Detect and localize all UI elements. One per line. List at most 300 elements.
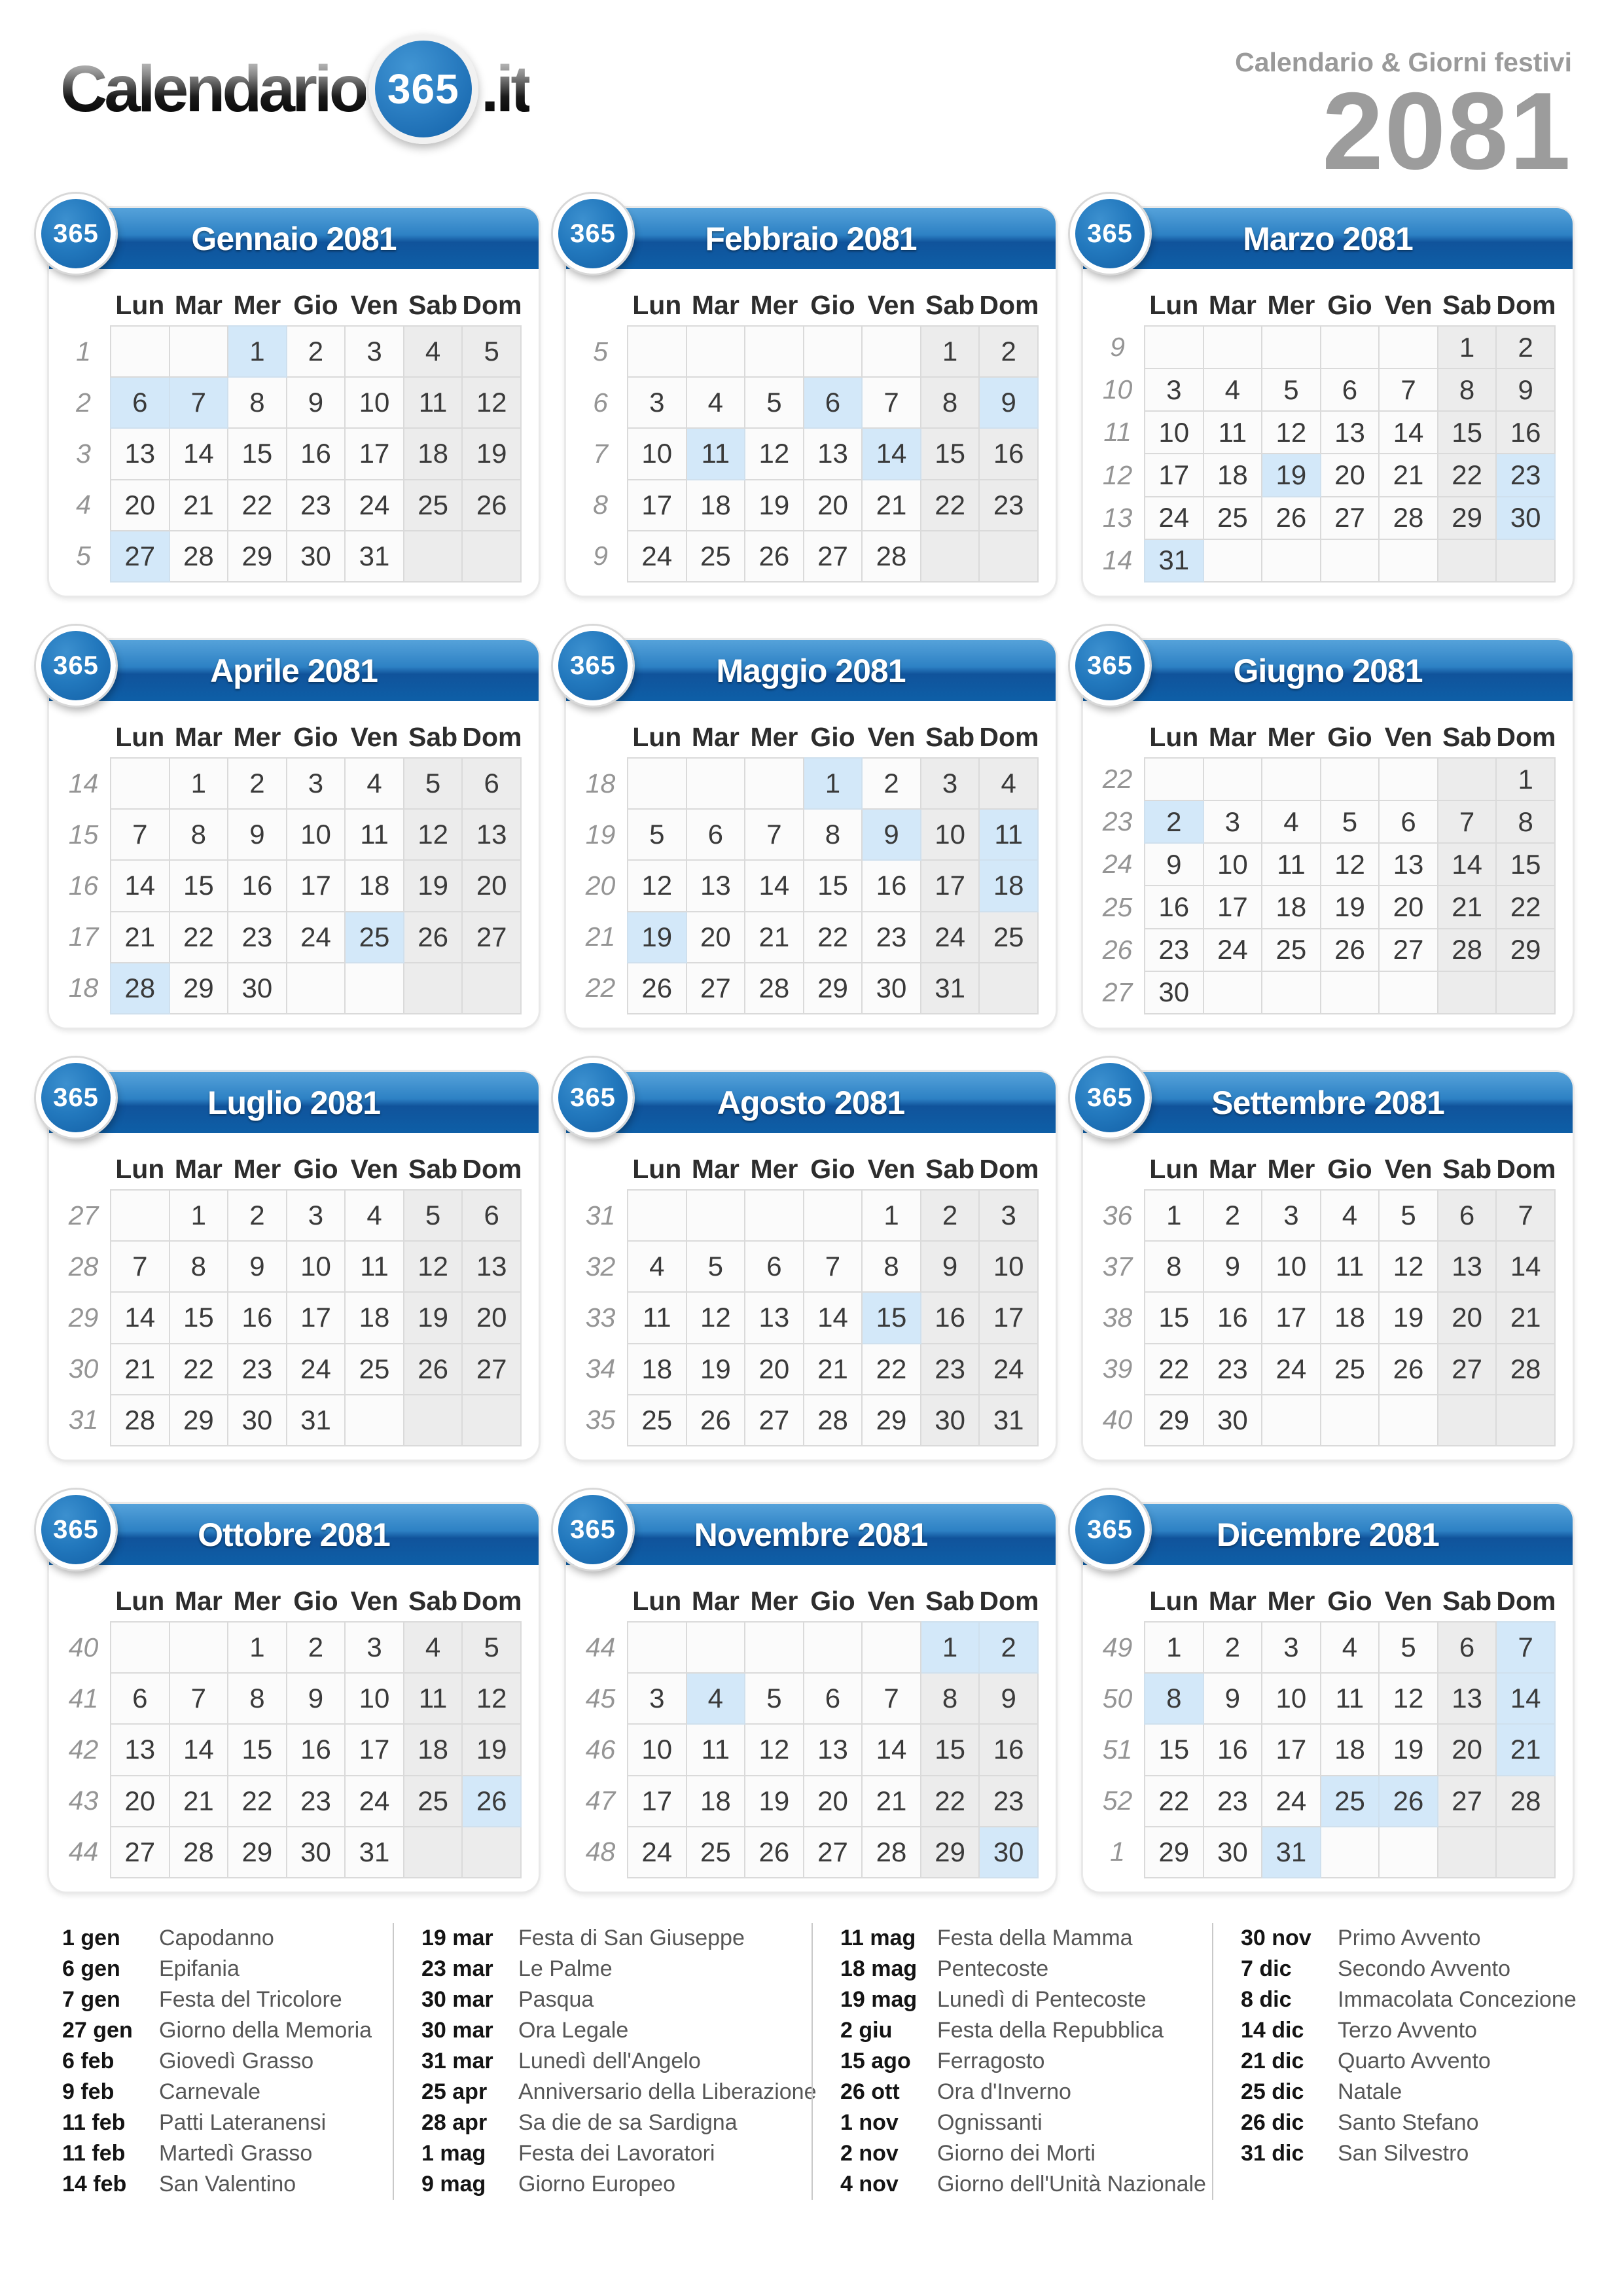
day-cell: 6	[111, 1673, 169, 1724]
badge-365-icon: 365	[36, 194, 116, 274]
day-cell: 30	[287, 531, 346, 582]
weekday-header: Lun	[632, 289, 682, 320]
month-title: Marzo 2081	[1243, 220, 1413, 257]
day-cell: 23	[287, 480, 346, 531]
legend-date: 30 mar	[421, 2018, 493, 2043]
day-cell: 25	[687, 1827, 745, 1878]
day-cell-holiday: 4	[687, 1673, 745, 1724]
day-cell: 12	[404, 1241, 463, 1292]
day-cell: 26	[462, 480, 521, 531]
day-cell: 18	[345, 1292, 404, 1343]
day-cell: 9	[228, 1241, 287, 1292]
day-cell: 16	[862, 860, 921, 911]
week-number: 20	[585, 870, 616, 901]
weekday-header: Mer	[1267, 721, 1315, 752]
week-number: 22	[1102, 764, 1133, 795]
day-cell: 30	[862, 963, 921, 1014]
weekday-header: Gio	[1327, 289, 1372, 320]
day-cell: 26	[1321, 929, 1380, 971]
day-cell: 26	[745, 1827, 804, 1878]
legend-date: 26 dic	[1241, 2110, 1304, 2135]
day-cell-holiday: 1	[804, 758, 863, 809]
day-cell: 20	[111, 1776, 169, 1827]
day-cell: 29	[1496, 929, 1555, 971]
week-number: 46	[585, 1734, 616, 1765]
legend-item	[421, 2015, 812, 2046]
day-cell-empty	[745, 1190, 804, 1241]
legend-holiday-name: Ognissanti	[937, 2110, 1043, 2135]
weekday-header: Gio	[293, 1153, 338, 1184]
day-cell: 7	[862, 377, 921, 428]
day-cell: 3	[1204, 800, 1262, 843]
week-number: 40	[68, 1632, 99, 1662]
day-cell-empty	[111, 1190, 169, 1241]
day-cell-empty	[628, 758, 687, 809]
day-cell: 6	[462, 1190, 521, 1241]
day-cell: 20	[111, 480, 169, 531]
weekday-header: Gio	[1327, 721, 1372, 752]
day-cell-empty	[628, 1190, 687, 1241]
weekday-header: Gio	[1327, 1153, 1372, 1184]
weekday-header: Sab	[925, 1585, 975, 1616]
weekday-header: Mar	[174, 1585, 223, 1616]
weekday-header: Mer	[750, 1153, 798, 1184]
day-cell: 18	[628, 1344, 687, 1395]
day-cell: 28	[169, 1827, 228, 1878]
legend-date: 15 ago	[840, 2049, 911, 2073]
legend-holiday-name: Giorno dell'Unità Nazionale	[937, 2172, 1206, 2197]
day-cell: 25	[1321, 1344, 1380, 1395]
weekday-header: Gio	[1327, 1585, 1372, 1616]
day-cell: 4	[687, 377, 745, 428]
day-cell: 16	[1496, 411, 1555, 454]
day-cell: 7	[1496, 1190, 1555, 1241]
day-cell: 5	[1321, 800, 1380, 843]
week-number: 18	[68, 973, 99, 1003]
day-cell: 10	[345, 377, 404, 428]
week-column-spacer	[57, 1149, 111, 1190]
week-number: 5	[76, 541, 91, 571]
legend-holiday-name: Festa dei Lavoratori	[518, 2141, 715, 2166]
weekday-header: Gio	[810, 1585, 855, 1616]
weekday-header: Ven	[350, 1153, 399, 1184]
week-number: 44	[585, 1632, 616, 1662]
page-subtitle: Calendario & Giorni festivi	[1235, 47, 1572, 77]
weekday-header: Ven	[1384, 1153, 1433, 1184]
month-card	[49, 1072, 539, 1460]
day-cell: 4	[979, 758, 1038, 809]
month-body	[49, 1565, 539, 1892]
month-body	[1083, 269, 1573, 596]
day-cell-empty	[1321, 1395, 1380, 1446]
day-cell: 9	[921, 1241, 980, 1292]
legend-column	[1212, 1923, 1577, 2200]
day-cell: 10	[345, 1673, 404, 1724]
day-cell: 19	[404, 1292, 463, 1343]
legend-item	[421, 2108, 812, 2138]
day-cell: 2	[228, 1190, 287, 1241]
day-cell: 31	[979, 1395, 1038, 1446]
day-cell: 27	[1321, 497, 1380, 539]
day-cell: 17	[345, 1724, 404, 1775]
legend-holiday-name: San Silvestro	[1338, 2141, 1469, 2166]
weekday-header: Lun	[1149, 1585, 1199, 1616]
day-cell-empty	[1204, 326, 1262, 368]
day-cell: 3	[287, 1190, 346, 1241]
day-cell: 21	[111, 912, 169, 963]
day-cell: 28	[169, 531, 228, 582]
day-cell: 4	[1321, 1190, 1380, 1241]
day-cell: 29	[169, 963, 228, 1014]
day-cell: 7	[111, 1241, 169, 1292]
day-cell: 26	[745, 531, 804, 582]
day-cell: 15	[169, 860, 228, 911]
day-cell: 22	[228, 1776, 287, 1827]
day-cell-holiday: 31	[1262, 1827, 1321, 1878]
weekday-header: Gio	[293, 1585, 338, 1616]
day-cell: 24	[287, 912, 346, 963]
day-cell-empty	[1262, 539, 1321, 582]
legend-item	[421, 2138, 812, 2169]
legend-date: 14 dic	[1241, 2018, 1304, 2043]
day-cell: 20	[462, 1292, 521, 1343]
legend-column	[62, 1923, 393, 2200]
legend-holiday-name: Sa die de sa Sardigna	[518, 2110, 738, 2135]
day-cell: 10	[1262, 1241, 1321, 1292]
day-cell: 12	[462, 1673, 521, 1724]
day-cell: 23	[228, 912, 287, 963]
week-number: 16	[68, 870, 99, 901]
day-cell: 24	[345, 1776, 404, 1827]
day-cell: 15	[804, 860, 863, 911]
weekday-header: Ven	[350, 289, 399, 320]
month-header	[1083, 1504, 1573, 1565]
day-cell: 3	[628, 1673, 687, 1724]
day-cell-holiday: 14	[862, 428, 921, 479]
day-cell-empty	[1496, 1827, 1555, 1878]
legend-holiday-name: Lunedì dell'Angelo	[518, 2049, 701, 2073]
day-cell: 10	[979, 1241, 1038, 1292]
day-cell: 24	[979, 1344, 1038, 1395]
day-cell: 29	[228, 1827, 287, 1878]
day-cell: 8	[169, 1241, 228, 1292]
weekday-header: Sab	[925, 721, 975, 752]
day-cell: 2	[287, 1622, 346, 1673]
weekday-header: Dom	[979, 1585, 1039, 1616]
day-cell: 13	[687, 860, 745, 911]
legend-date: 26 ott	[840, 2079, 900, 2104]
day-cell: 30	[228, 963, 287, 1014]
day-cell: 20	[1438, 1724, 1497, 1775]
legend-date: 7 gen	[62, 1987, 120, 2012]
month-card	[1083, 640, 1573, 1028]
day-cell: 18	[1204, 454, 1262, 496]
legend-date: 9 feb	[62, 2079, 115, 2104]
day-cell: 6	[1321, 368, 1380, 411]
day-cell: 3	[921, 758, 980, 809]
day-cell-empty	[169, 1622, 228, 1673]
day-cell: 4	[345, 1190, 404, 1241]
week-number: 19	[585, 819, 616, 850]
day-cell: 30	[921, 1395, 980, 1446]
month-card	[49, 1504, 539, 1892]
day-cell: 21	[1496, 1292, 1555, 1343]
day-cell: 25	[687, 531, 745, 582]
day-cell: 6	[1438, 1190, 1497, 1241]
legend-item	[421, 1984, 812, 2015]
month-title: Aprile 2081	[210, 652, 378, 689]
day-cell: 5	[462, 1622, 521, 1673]
weekday-header: Mer	[750, 721, 798, 752]
week-column-spacer	[574, 1149, 628, 1190]
day-cell: 24	[1262, 1344, 1321, 1395]
legend-item	[1241, 2046, 1565, 2077]
day-cell: 27	[804, 531, 863, 582]
week-number: 14	[1102, 545, 1133, 575]
day-cell-empty	[1496, 971, 1555, 1014]
legend-date: 6 feb	[62, 2049, 115, 2073]
day-cell-empty	[111, 1622, 169, 1673]
weekday-header: Ven	[867, 721, 916, 752]
month-header	[1083, 640, 1573, 701]
day-cell: 27	[462, 1344, 521, 1395]
day-cell: 9	[1204, 1241, 1262, 1292]
day-cell-empty	[1321, 1827, 1380, 1878]
day-cell: 21	[862, 480, 921, 531]
day-cell: 7	[1438, 800, 1497, 843]
day-cell-empty	[804, 326, 863, 377]
day-cell-empty	[1438, 539, 1497, 582]
week-column-spacer	[1091, 1581, 1145, 1622]
day-cell: 5	[1262, 368, 1321, 411]
weekday-header: Gio	[293, 721, 338, 752]
legend-holiday-name: Giorno dei Morti	[937, 2141, 1096, 2166]
legend-item	[62, 2015, 393, 2046]
day-cell: 3	[1262, 1190, 1321, 1241]
legend-date: 30 nov	[1241, 1926, 1311, 1950]
day-cell: 11	[345, 809, 404, 860]
legend-date: 1 mag	[421, 2141, 486, 2166]
day-cell: 30	[287, 1827, 346, 1878]
day-cell: 22	[862, 1344, 921, 1395]
day-cell: 13	[111, 1724, 169, 1775]
day-cell: 3	[979, 1190, 1038, 1241]
day-cell: 23	[228, 1344, 287, 1395]
week-number: 24	[1102, 849, 1133, 880]
day-cell: 8	[804, 809, 863, 860]
day-cell: 10	[1145, 411, 1204, 454]
weekday-header: Sab	[408, 721, 458, 752]
weekday-header: Lun	[1149, 1153, 1199, 1184]
month-title: Ottobre 2081	[198, 1516, 390, 1553]
legend-date: 19 mar	[421, 1926, 493, 1950]
day-cell: 25	[345, 1344, 404, 1395]
month-card	[566, 1072, 1056, 1460]
day-cell: 8	[921, 377, 980, 428]
day-cell: 18	[687, 1776, 745, 1827]
legend-item	[62, 2077, 393, 2108]
day-cell: 6	[1438, 1622, 1497, 1673]
day-cell-empty	[1438, 758, 1497, 800]
badge-365-icon: 365	[1070, 1490, 1150, 1570]
day-cell-empty	[1379, 326, 1438, 368]
month-card	[1083, 1504, 1573, 1892]
day-cell-empty	[628, 326, 687, 377]
legend-date: 25 dic	[1241, 2079, 1304, 2104]
legend-holiday-name: Festa del Tricolore	[159, 1987, 342, 2012]
week-number: 51	[1102, 1734, 1133, 1765]
legend-item	[421, 1923, 812, 1954]
day-cell: 3	[345, 1622, 404, 1673]
week-number: 48	[585, 1837, 616, 1867]
legend-holiday-name: Immacolata Concezione	[1338, 1987, 1577, 2012]
weekday-header: Mer	[233, 1585, 281, 1616]
day-cell-empty	[404, 963, 463, 1014]
day-cell: 21	[1438, 886, 1497, 928]
day-cell: 26	[1379, 1344, 1438, 1395]
day-cell: 21	[862, 1776, 921, 1827]
week-number: 9	[593, 541, 608, 571]
month-card	[1083, 208, 1573, 596]
weekday-header: Sab	[1442, 721, 1492, 752]
day-cell: 30	[228, 1395, 287, 1446]
day-cell: 27	[687, 963, 745, 1014]
day-cell-empty	[745, 326, 804, 377]
day-cell: 13	[462, 1241, 521, 1292]
day-cell: 11	[628, 1292, 687, 1343]
day-cell: 14	[1438, 843, 1497, 886]
day-cell: 23	[862, 912, 921, 963]
legend-item	[840, 2138, 1212, 2169]
month-card	[49, 640, 539, 1028]
day-cell: 1	[1145, 1190, 1204, 1241]
day-cell: 29	[862, 1395, 921, 1446]
day-cell: 1	[1438, 326, 1497, 368]
legend-holiday-name: Lunedì di Pentecoste	[937, 1987, 1147, 2012]
day-cell: 19	[1321, 886, 1380, 928]
legend-item	[840, 2077, 1212, 2108]
day-cell: 23	[979, 1776, 1038, 1827]
week-number: 45	[585, 1683, 616, 1713]
day-cell: 5	[1379, 1622, 1438, 1673]
week-number: 25	[1102, 891, 1133, 922]
month-card	[566, 208, 1056, 596]
day-cell: 9	[1204, 1673, 1262, 1724]
week-number: 39	[1102, 1354, 1133, 1384]
badge-365-icon: 365	[553, 1490, 633, 1570]
month-header	[49, 640, 539, 701]
legend-holiday-name: Ferragosto	[937, 2049, 1045, 2073]
legend-date: 1 nov	[840, 2110, 899, 2135]
day-cell-empty	[1438, 1827, 1497, 1878]
day-cell: 14	[745, 860, 804, 911]
week-number: 10	[1102, 374, 1133, 405]
day-cell: 2	[287, 326, 346, 377]
day-cell: 1	[228, 1622, 287, 1673]
month-body	[49, 1133, 539, 1460]
day-cell-holiday: 6	[804, 377, 863, 428]
weekday-header: Sab	[1442, 1585, 1492, 1616]
day-cell: 24	[1145, 497, 1204, 539]
day-cell: 19	[745, 1776, 804, 1827]
day-cell-empty	[921, 531, 980, 582]
day-cell-empty	[169, 326, 228, 377]
day-cell: 21	[111, 1344, 169, 1395]
day-cell: 28	[1379, 497, 1438, 539]
day-cell: 23	[979, 480, 1038, 531]
day-cell-empty	[1438, 971, 1497, 1014]
day-cell-empty	[804, 1622, 863, 1673]
day-cell-empty	[1379, 1395, 1438, 1446]
legend-holiday-name: Natale	[1338, 2079, 1402, 2104]
day-cell: 19	[462, 1724, 521, 1775]
week-number: 23	[1102, 806, 1133, 837]
legend-item	[62, 1923, 393, 1954]
weekday-header: Gio	[293, 289, 338, 320]
month-card	[49, 208, 539, 596]
day-cell: 21	[745, 912, 804, 963]
day-cell-empty	[287, 963, 346, 1014]
legend-holiday-name: Carnevale	[159, 2079, 260, 2104]
day-cell: 27	[1379, 929, 1438, 971]
legend-holiday-name: Giorno della Memoria	[159, 2018, 372, 2043]
day-cell: 13	[1321, 411, 1380, 454]
day-cell: 14	[111, 1292, 169, 1343]
legend-date: 23 mar	[421, 1956, 493, 1981]
logo-text-calendario: Calendario	[60, 52, 366, 126]
legend-date: 11 feb	[62, 2141, 126, 2166]
day-cell-holiday: 9	[979, 377, 1038, 428]
day-cell: 16	[979, 428, 1038, 479]
day-cell-holiday: 30	[1496, 497, 1555, 539]
day-cell-holiday: 15	[862, 1292, 921, 1343]
legend-item	[421, 2169, 812, 2200]
month-header	[566, 640, 1056, 701]
day-cell: 28	[745, 963, 804, 1014]
day-cell-empty	[462, 531, 521, 582]
day-cell: 17	[979, 1292, 1038, 1343]
legend-holiday-name: Pasqua	[518, 1987, 594, 2012]
day-cell: 2	[1204, 1622, 1262, 1673]
legend-holiday-name: Patti Lateranensi	[159, 2110, 327, 2135]
weekday-header: Lun	[1149, 721, 1199, 752]
day-cell: 16	[287, 1724, 346, 1775]
week-number: 32	[585, 1251, 616, 1282]
day-cell: 31	[345, 531, 404, 582]
day-cell: 3	[628, 377, 687, 428]
month-card	[566, 1504, 1056, 1892]
day-cell-empty	[1262, 326, 1321, 368]
day-cell-holiday: 21	[1496, 1724, 1555, 1775]
day-cell: 23	[287, 1776, 346, 1827]
legend-holiday-name: Ora Legale	[518, 2018, 629, 2043]
month-body	[566, 701, 1056, 1028]
day-cell: 5	[404, 1190, 463, 1241]
month-header	[566, 1072, 1056, 1133]
month-body	[566, 1133, 1056, 1460]
day-cell: 31	[921, 963, 980, 1014]
day-cell: 25	[628, 1395, 687, 1446]
day-cell: 20	[804, 1776, 863, 1827]
week-number: 7	[593, 438, 608, 469]
weekday-header: Dom	[462, 721, 522, 752]
day-cell: 23	[1145, 929, 1204, 971]
month-body	[566, 1565, 1056, 1892]
day-cell-empty	[687, 758, 745, 809]
day-cell: 7	[745, 809, 804, 860]
day-cell-empty	[687, 1622, 745, 1673]
week-number: 21	[585, 922, 616, 952]
